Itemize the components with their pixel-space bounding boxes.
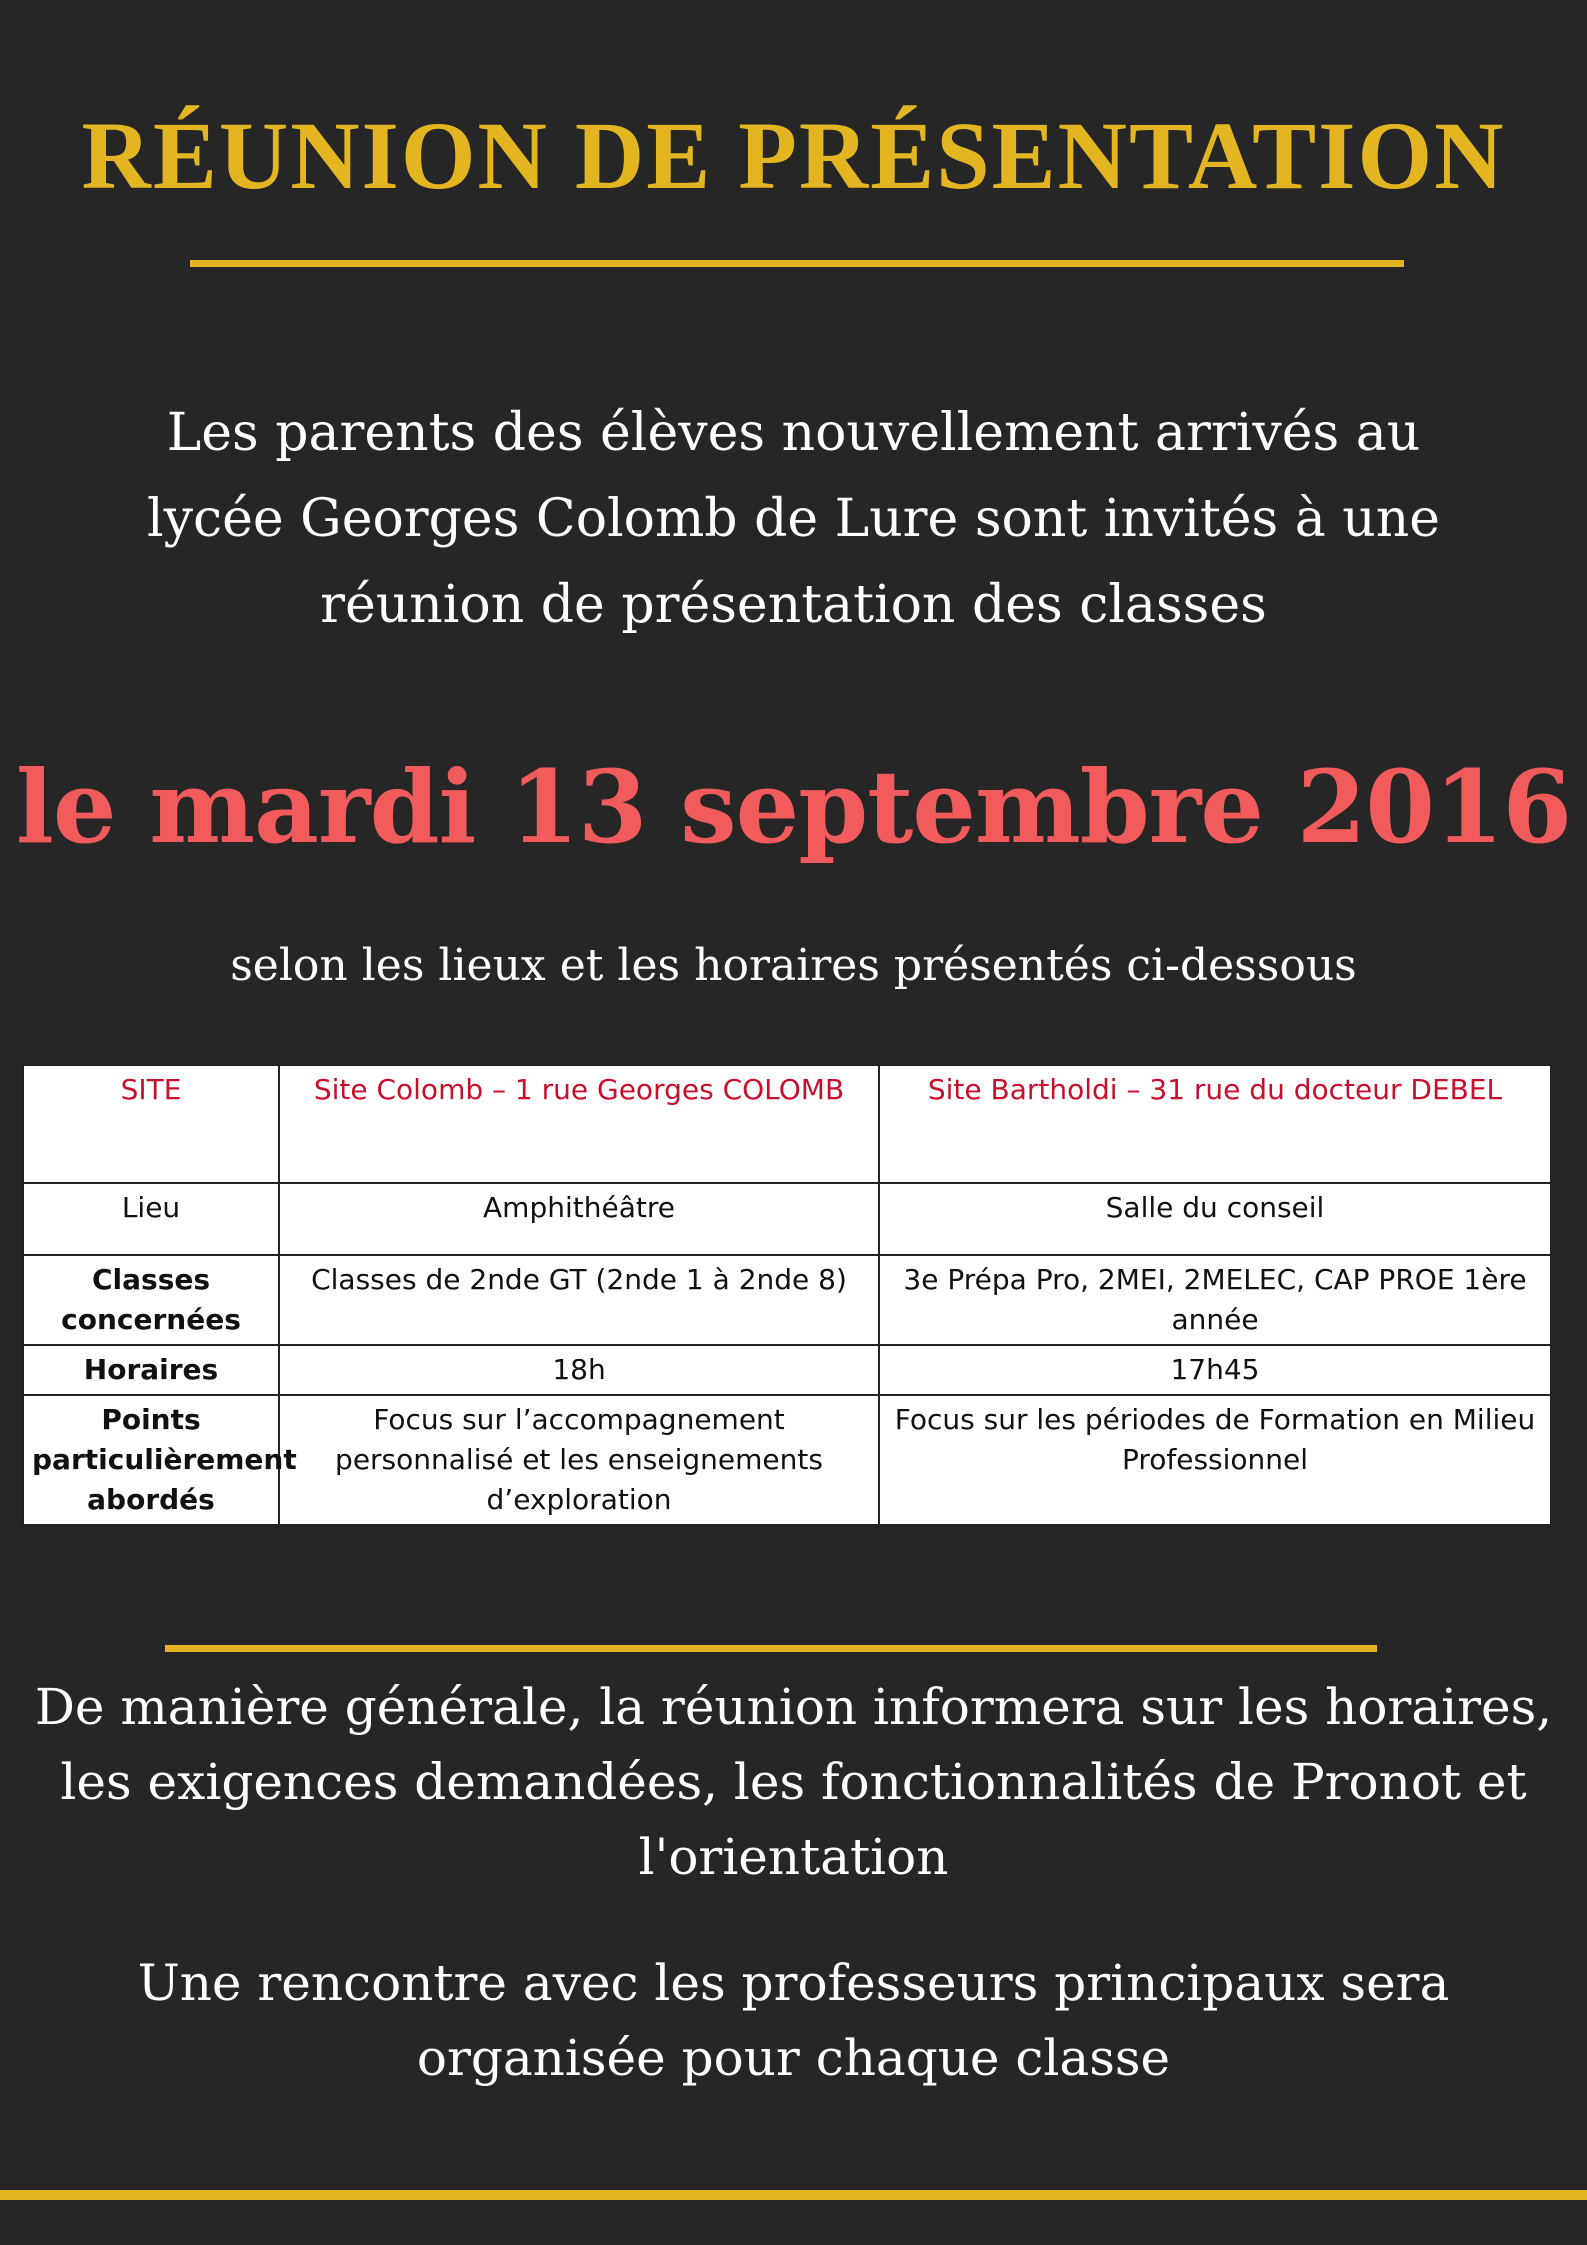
intro-line: Les parents des élèves nouvellement arrivés au — [166, 403, 1421, 463]
intro-line: lycée Georges Colomb de Lure sont invités à une — [146, 489, 1441, 549]
classes-bartholdi: 3e Prépa Pro, 2MEI, 2MELEC, CAP PROE 1ère année — [879, 1255, 1551, 1345]
teacher-meeting-text — [0, 1946, 1587, 2096]
general-info-text — [0, 1670, 1587, 1895]
general-info-line: l'orientation — [638, 1828, 949, 1886]
table-row-points — [23, 1395, 1551, 1525]
poster-title: RÉUNION DE PRÉSENTATION — [81, 102, 1506, 209]
lieu-label: Lieu — [23, 1183, 279, 1255]
lieu-bartholdi: Salle du conseil — [879, 1183, 1551, 1255]
horaires-bartholdi: 17h45 — [879, 1345, 1551, 1395]
intro-line: réunion de présentation des classes — [320, 575, 1267, 635]
site-colomb: Site Colomb – 1 rue Georges COLOMB — [279, 1065, 879, 1183]
gold-divider-bottom — [0, 2190, 1587, 2200]
teacher-meeting-line: organisée pour chaque classe — [416, 2029, 1171, 2087]
table-row-horaires — [23, 1345, 1551, 1395]
gold-divider-middle — [165, 1645, 1377, 1652]
lieu-colomb: Amphithéâtre — [279, 1183, 879, 1255]
points-label: Points particulièrement abordés — [23, 1395, 279, 1525]
horaires-label: Horaires — [23, 1345, 279, 1395]
general-info-line: De manière générale, la réunion informera sur les horaires, — [34, 1678, 1553, 1736]
intro-text — [0, 390, 1587, 648]
points-bartholdi: Focus sur les périodes de Formation en Milieu Professionnel — [879, 1395, 1551, 1525]
gold-divider-top — [190, 260, 1404, 267]
classes-label: Classes concernées — [23, 1255, 279, 1345]
table-row-lieu — [23, 1183, 1551, 1255]
general-info-line: les exigences demandées, les fonctionnalités de Pronot et — [60, 1753, 1527, 1811]
meeting-date: le mardi 13 septembre 2016 — [15, 748, 1572, 866]
table-row-site — [23, 1065, 1551, 1183]
site-bartholdi: Site Bartholdi – 31 rue du docteur DEBEL — [879, 1065, 1551, 1183]
teacher-meeting-line: Une rencontre avec les professeurs principaux sera — [137, 1954, 1450, 2012]
points-colomb: Focus sur l’accompagnement personnalisé et les enseignements d’exploration — [279, 1395, 879, 1525]
schedule-table — [22, 1064, 1552, 1526]
site-label: SITE — [23, 1065, 279, 1183]
classes-colomb: Classes de 2nde GT (2nde 1 à 2nde 8) — [279, 1255, 879, 1345]
subtitle: selon les lieux et les horaires présentés ci-dessous — [230, 940, 1357, 991]
horaires-colomb: 18h — [279, 1345, 879, 1395]
table-row-classes — [23, 1255, 1551, 1345]
